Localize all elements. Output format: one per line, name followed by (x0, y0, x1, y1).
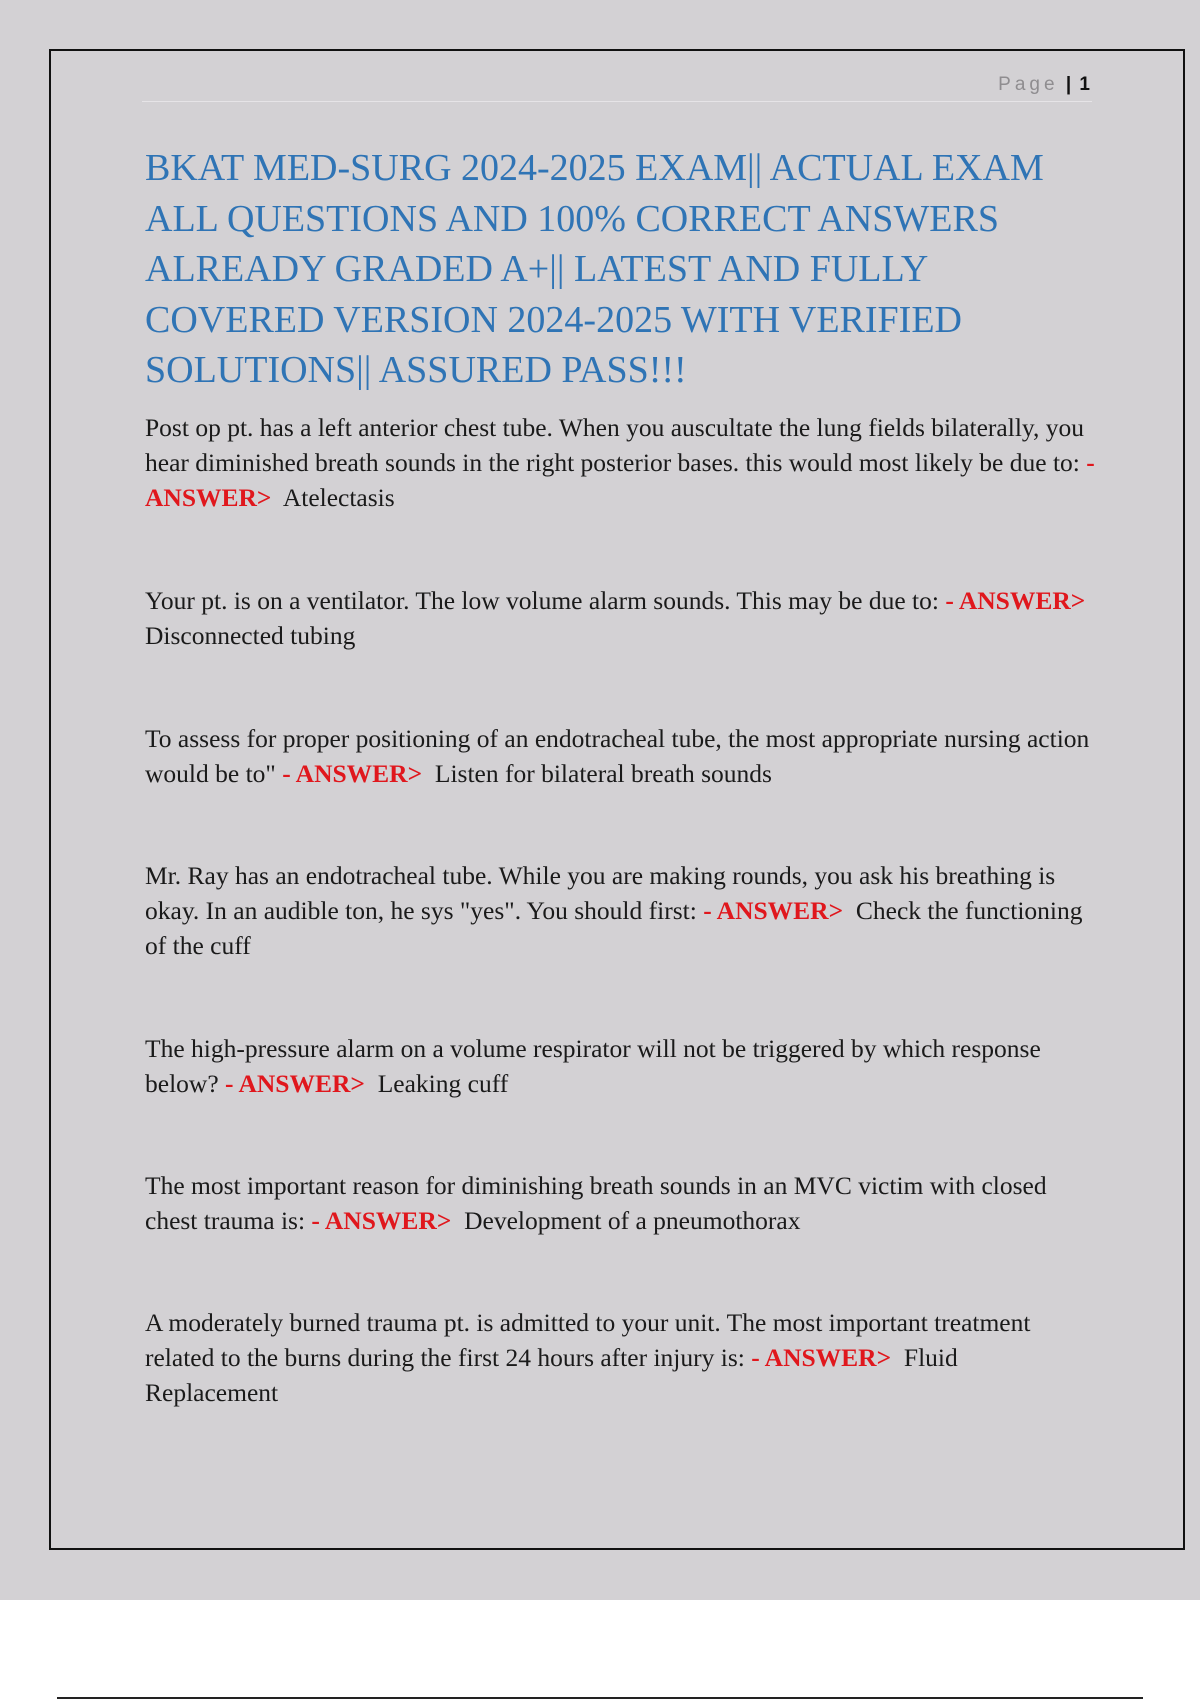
question-text: A moderately burned trauma pt. is admitted to your unit. The most important treatment related to the burns during the first 24 hours after injury is: (145, 1308, 1031, 1372)
answer-tag: - ANSWER> (751, 1343, 892, 1372)
answer-text: Disconnected tubing (145, 621, 356, 650)
qa-item (145, 410, 1095, 515)
answer-text: Atelectasis (282, 483, 395, 512)
page-number (998, 74, 1090, 96)
question-text: The most important reason for diminishing breath sounds in an MVC victim with closed chest trauma is: (145, 1171, 1047, 1235)
answer-text: Check the functioning of the cuff (145, 896, 1083, 960)
answer-tag: - ANSWER> (945, 586, 1086, 615)
question-text: To assess for proper positioning of an endotracheal tube, the most appropriate nursing action would be to" (145, 724, 1090, 788)
answer-text: Listen for bilateral breath sounds (434, 759, 772, 788)
qa-item (145, 1305, 1095, 1410)
answer-tag: - ANSWER> (282, 759, 423, 788)
header-divider (142, 101, 1092, 102)
answer-text: Leaking cuff (377, 1069, 509, 1098)
answer-text: Development of a pneumothorax (464, 1206, 801, 1235)
qa-item (145, 1031, 1095, 1101)
answer-tag: - ANSWER> (225, 1069, 365, 1098)
qa-item (145, 721, 1095, 791)
answer-tag: - ANSWER> (311, 1206, 452, 1235)
qa-item (145, 583, 1095, 653)
answer-text: Fluid Replacement (145, 1343, 958, 1407)
page-label: Page (998, 74, 1059, 95)
page-number-value: 1 (1079, 74, 1090, 95)
qa-item (145, 1168, 1095, 1238)
question-text: The high-pressure alarm on a volume respirator will not be triggered by which response below? (145, 1034, 1041, 1098)
answer-tag: - ANSWER> (145, 448, 1095, 512)
page-separator: | (1065, 74, 1072, 95)
document-title: BKAT MED-SURG 2024-2025 EXAM|| ACTUAL EXAM ALL QUESTIONS AND 100% CORRECT ANSWERS ALREADY GRADED A+|| LATEST AND FULLY COVERED VERSION 2024-2025 WITH VERIFIED SOLUTIONS|| ASSURED PASS!!! (145, 147, 1044, 391)
question-text: Post op pt. has a left anterior chest tube. When you auscultate the lung fields bilaterally, you hear diminished breath sounds in the right posterior bases. this would most likely be due to: (145, 413, 1085, 477)
qa-item (145, 858, 1095, 963)
question-text: Your pt. is on a ventilator. The low volume alarm sounds. This may be due to: (145, 586, 939, 615)
bottom-divider (57, 1697, 1143, 1699)
answer-tag: - ANSWER> (703, 896, 844, 925)
question-text: Mr. Ray has an endotracheal tube. While you are making rounds, you ask his breathing is okay. In an audible ton, he sys "yes". You should first: (145, 861, 1056, 925)
